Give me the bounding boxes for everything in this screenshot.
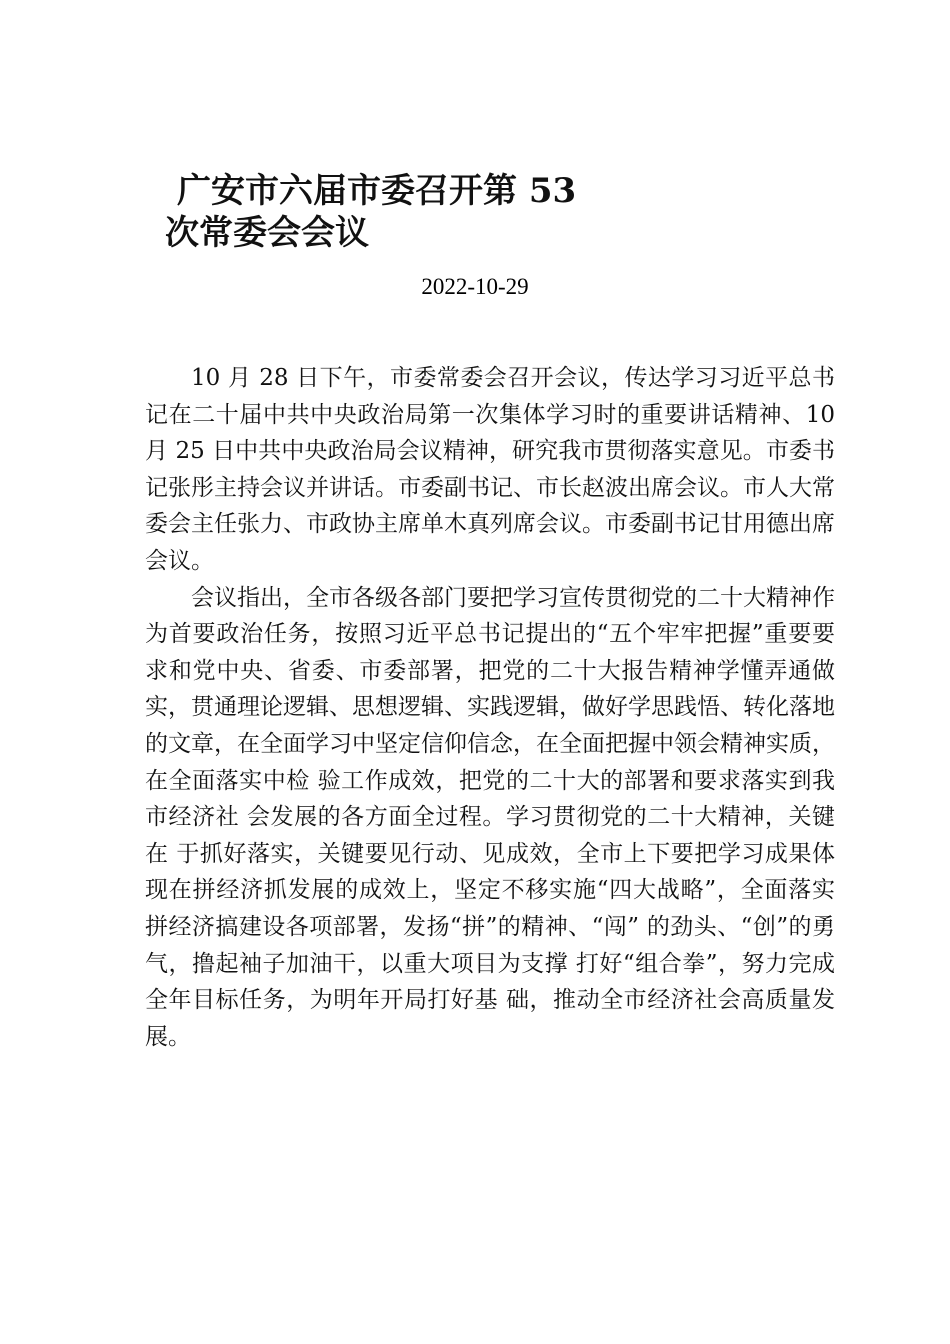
publish-date: 2022-10-29 (421, 274, 529, 299)
document-title: 广安市六届市委召开第 53 次常委会会议 (165, 171, 577, 253)
article-body (145, 360, 835, 1055)
body-paragraph-2: 会议指出，全市各级各部门要把学习宣传贯彻党的二十大精神作为首要政治任务，按照习近平总书记提出的“五个牢牢把握”重要要求和党中央、省委、市委部署，把党的二十大报告精神学懂弄通做实，贯通理论逻辑、思想逻辑、实践逻辑，做好学思践悟、转化落地的文章，在全面学习中坚定信仰信念，在全面把握中领会精神实质，在全面落实中检 验工作成效，把党的二十大的部署和要求落实到我市经济社 会发展的各方面全过程。学习贯彻党的二十大精神，关键在 于抓好落实，关键要见行动、见成效，全市上下要把学习成果体现在拼经济抓发展的成效上，坚定不移实施“四大战略”，全面落实拼经济搞建设各项部署，发扬“拼”的精神、“闯” 的劲头、“创”的勇气，撸起袖子加油干，以重大项目为支撑 打好“组合拳”，努力完成全年目标任务，为明年开局打好基 础，推动全市经济社会高质量发展。 (145, 584, 835, 1050)
body-paragraph-1: 10 月 28 日下午，市委常委会召开会议，传达学习习近平总书记在二十届中共中央政治局第一次集体学习时的重要讲话精神、10 月 25 日中共中央政治局会议精神，研究我市贯彻落实意见。市委书记张彤主持会议并讲话。市委副书记、市长赵波出席会议。市人大常委会主任张力、市政协主席单木真列席会议。市委副书记甘用德出席会议。 (145, 365, 835, 574)
